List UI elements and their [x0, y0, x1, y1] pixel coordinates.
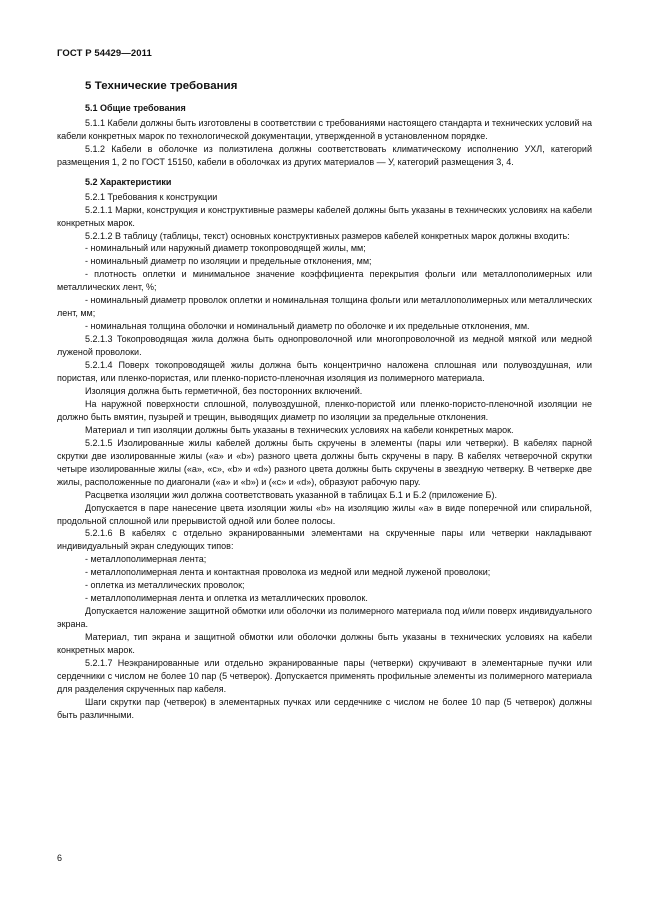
list-item: - металлополимерная лента и оплетка из металлических проволок.: [85, 593, 368, 604]
paragraph-5-1-2: 5.1.2 Кабели в оболочке из полиэтилена должны соответствовать климатическому исполнению УХЛ, категорий размещения 1, 2 по ГОСТ 15150, кабели в оболочках из других материалов — У, категорий размещения 3, 4.: [57, 143, 592, 167]
paragraph: Допускается в паре нанесение цвета изоляции жилы «b» на изоляцию жилы «a» в виде поперечной или спиральной, продольной сплошной или прерывистой одной или более полосы.: [57, 502, 592, 526]
paragraph-5-2-1-1: 5.2.1.1 Марки, конструкция и конструктивные размеры кабелей должны быть указаны в технических условиях на кабели конкретных марок.: [57, 204, 592, 228]
paragraph-5-2-1-4: 5.2.1.4 Поверх токопроводящей жилы должна быть концентрично наложена сплошная или полувоздушная, или пористая, или пленко-пористая, или пленко-пористо-пленочная изоляция из полимерного материала.: [57, 360, 592, 384]
list-item: - металлополимерная лента;: [85, 554, 207, 565]
section-heading: 5 Технические требования: [85, 80, 238, 92]
list-item: - плотность оплетки и минимальное значение коэффициента перекрытия фольги или металлополимерных или металлических лент, %;: [57, 269, 592, 293]
list-item: - номинальная толщина оболочки и номинальный диаметр по оболочке и их предельные отклонения, мм.: [85, 321, 530, 332]
list-item: - номинальный диаметр по изоляции и предельные отклонения, мм;: [85, 256, 372, 267]
document-header: ГОСТ Р 54429—2011: [57, 48, 152, 59]
paragraph: На наружной поверхности сплошной, полувоздушной, пленко-пористой или пленко-пористо-пленочной изоляции не должно быть вмятин, пузырей и трещин, выводящих диаметр по изоляции за предельные отклонения.: [57, 398, 592, 422]
paragraph: Шаги скрутки пар (четверок) в элементарных пучках или сердечнике с числом не более 10 пар (5 четверок) должны быть различными.: [57, 696, 592, 720]
list-item: - номинальный или наружный диаметр токопроводящей жилы, мм;: [85, 243, 366, 254]
paragraph-5-2-1-6: 5.2.1.6 В кабелях с отдельно экранированными элементами на скрученные пары или четверки накладывают индивидуальный экран следующих типов:: [57, 528, 592, 552]
subsection-heading-5-2: 5.2 Характеристики: [85, 176, 172, 187]
list-item: - металлополимерная лента и контактная проволока из медной или медной луженой проволоки;: [85, 567, 491, 578]
paragraph-5-1-1: 5.1.1 Кабели должны быть изготовлены в соответствии с требованиями настоящего стандарта и технических условий на кабели конкретных марок по технологической документации, утвержденной в установленном порядке.: [57, 117, 592, 141]
paragraph: Допускается наложение защитной обмотки или оболочки из полимерного материала под и/или поверх индивидуального экрана.: [57, 606, 592, 630]
paragraph-5-2-1-2: 5.2.1.2 В таблицу (таблицы, текст) основных конструктивных размеров кабелей конкретных марок должны входить:: [85, 230, 570, 241]
paragraph-5-2-1-5: 5.2.1.5 Изолированные жилы кабелей должны быть скручены в элементы (пары или четверки). В кабелях парной скрутки две изолированные жилы («a» и «b») разного цвета должны быть скручены в пару. В кабелях четверочной скрутки четыре изолированные жилы («a», «c», «b» и «d») разного цвета должны быть скручены в звездную четверку. В четверке две жилы, расположенные по диагонали («a» и «b») и («c» и «d»), образуют рабочую пару.: [57, 437, 592, 487]
page-number: 6: [57, 853, 63, 863]
paragraph: Материал, тип экрана и защитной обмотки или оболочки должны быть указаны в технических условиях на кабели конкретных марок.: [57, 632, 592, 656]
paragraph: Расцветка изоляции жил должна соответствовать указанной в таблицах Б.1 и Б.2 (приложение Б).: [85, 489, 497, 500]
list-item: - номинальный диаметр проволок оплетки и номинальная толщина фольги или металлополимерных или металлических лент, мм;: [57, 295, 592, 319]
list-item: - оплетка из металлических проволок;: [85, 580, 245, 591]
paragraph-5-2-1-7: 5.2.1.7 Неэкранированные или отдельно экранированные пары (четверки) скручивают в элементарные пучки или сердечники с числом не более 10 пар (5 четверок). Допускается применять профильные элементы из полимерного материала для разделения скрученных пар кабеля.: [57, 657, 592, 694]
paragraph-5-2-1: 5.2.1 Требования к конструкции: [85, 191, 218, 202]
paragraph: Материал и тип изоляции должны быть указаны в технических условиях на кабели конкретных марок.: [85, 424, 514, 435]
subsection-heading-5-1: 5.1 Общие требования: [85, 102, 186, 113]
paragraph-5-2-1-3: 5.2.1.3 Токопроводящая жила должна быть однопроволочной или многопроволочной из медной мягкой или медной луженой проволоки.: [57, 334, 592, 358]
document-body: [57, 80, 592, 722]
paragraph: Изоляция должна быть герметичной, без посторонних включений.: [85, 385, 363, 396]
